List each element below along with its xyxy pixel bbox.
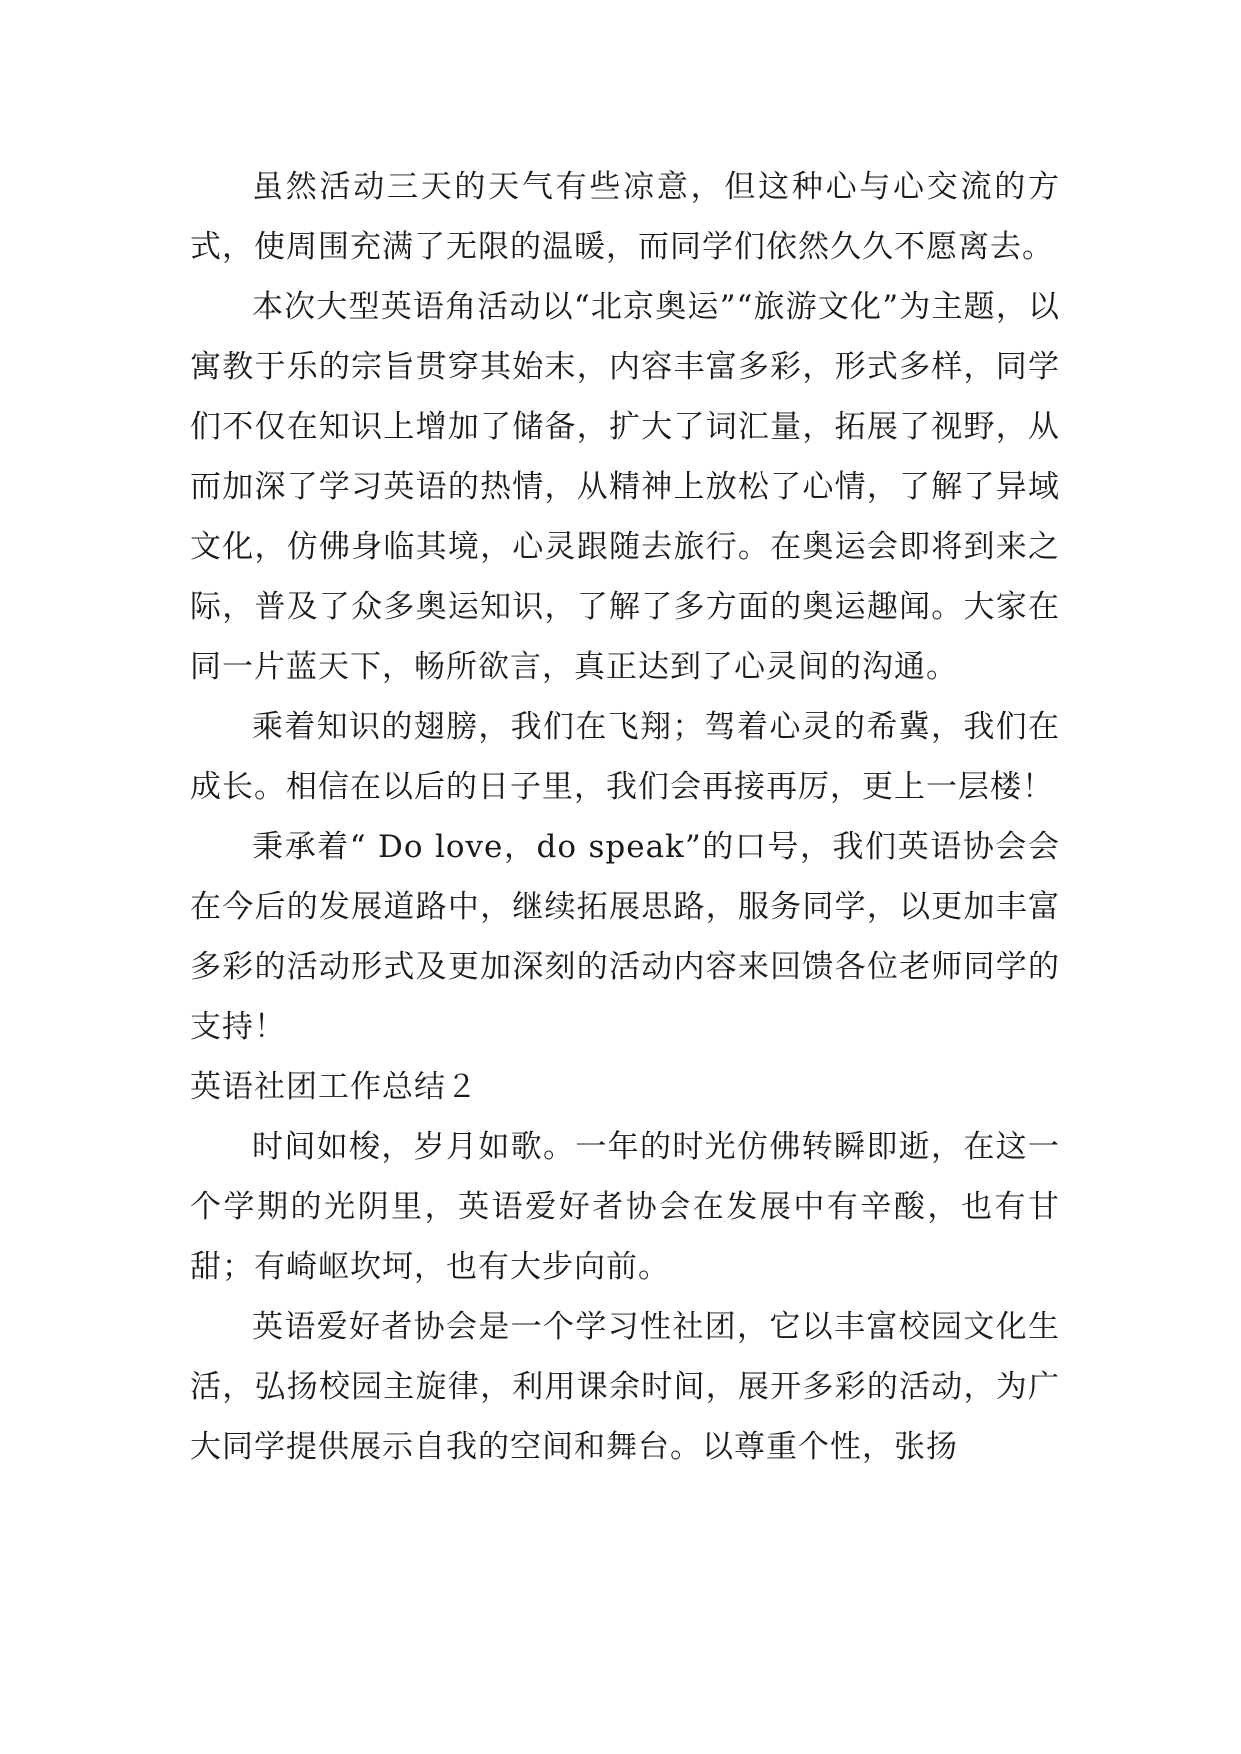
- paragraph-wings-of-knowledge: 乘着知识的翅膀，我们在飞翔；驾着心灵的希冀，我们在成长。相信在以后的日子里，我们会再接再厉，更上一层楼！: [190, 709, 1060, 805]
- paragraph-time-flies: 时间如梭，岁月如歌。一年的时光仿佛转瞬即逝，在这一个学期的光阴里，英语爱好者协会在发展中有辛酸，也有甘甜；有崎岖坎坷，也有大步向前。: [190, 1129, 1060, 1285]
- paragraph-slogan: 秉承着“ Do love，do speak”的口号，我们英语协会会在今后的发展道路中，继续拓展思路，服务同学，以更加丰富多彩的活动形式及更加深刻的活动内容来回馈各位老师同学的支持！: [190, 829, 1060, 1045]
- paragraph-weather: 虽然活动三天的天气有些凉意，但这种心与心交流的方式，使周围充满了无限的温暖，而同学们依然久久不愿离去。: [190, 169, 1060, 265]
- paragraph-english-corner: 本次大型英语角活动以“北京奥运”“旅游文化”为主题，以寓教于乐的宗旨贯穿其始末，内容丰富多彩，形式多样，同学们不仅在知识上增加了储备，扩大了词汇量，拓展了视野，从而加深了学习英语的热情，从精神上放松了心情，了解了异域文化，仿佛身临其境，心灵跟随去旅行。在奥运会即将到来之际，普及了众多奥运知识，了解了多方面的奥运趣闻。大家在同一片蓝天下，畅所欲言，真正达到了心灵间的沟通。: [190, 289, 1060, 685]
- paragraph-association-intro: 英语爱好者协会是一个学习性社团，它以丰富校园文化生活，弘扬校园主旋律，利用课余时间，展开多彩的活动，为广大同学提供展示自我的空间和舞台。以尊重个性，张扬: [190, 1309, 1060, 1465]
- section-heading: 英语社团工作总结２: [190, 1069, 478, 1105]
- document-body: [190, 157, 1060, 1477]
